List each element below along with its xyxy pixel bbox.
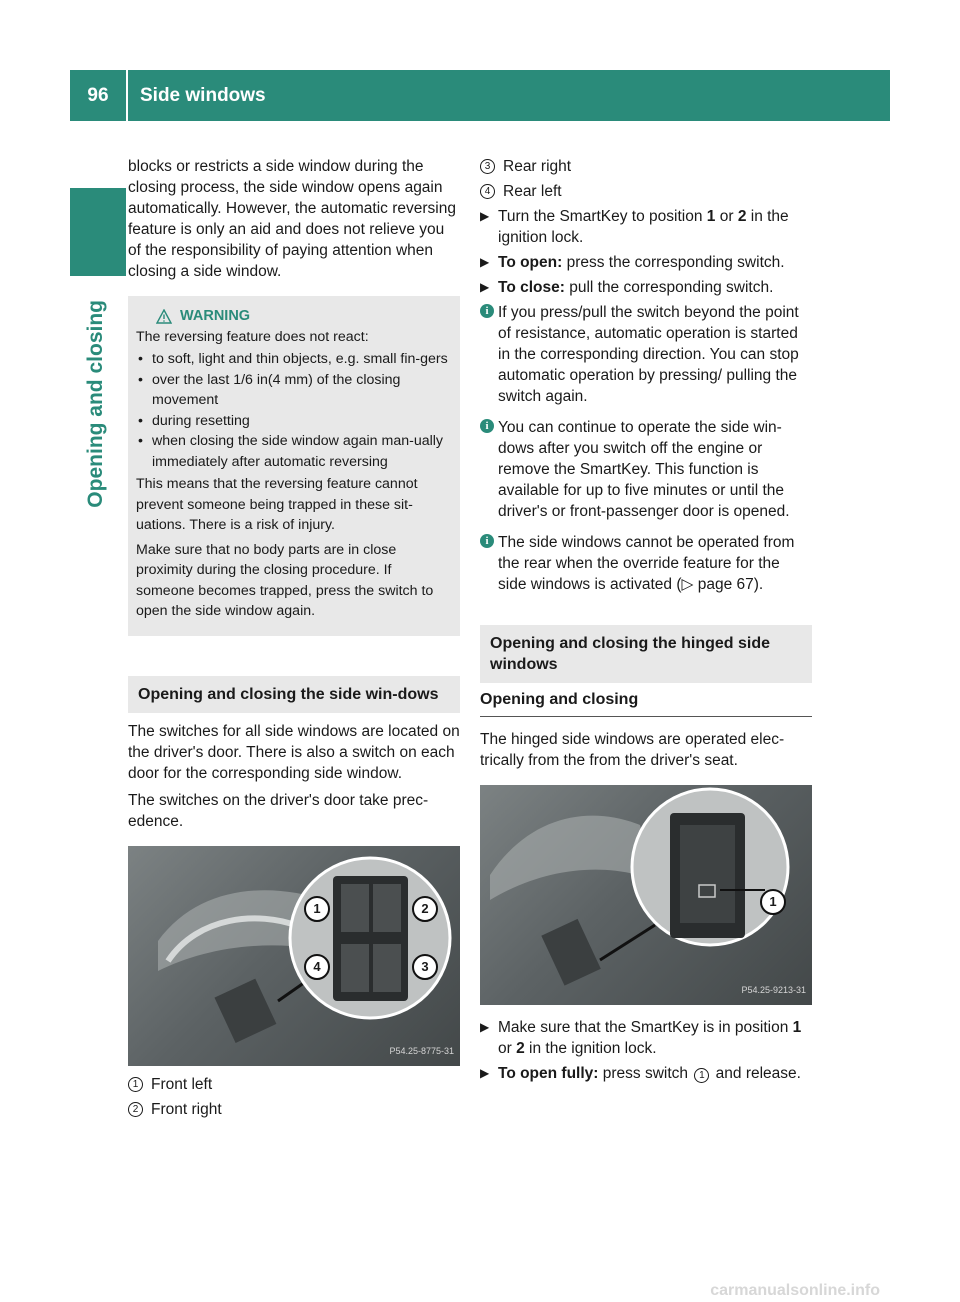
image-code: P54.25-9213-31 xyxy=(741,985,806,995)
hinged-window-switch-photo xyxy=(480,785,812,1005)
left-column xyxy=(128,156,460,1120)
intro-paragraph: blocks or restricts a side window during the closing process, the side window opens again automatically. However, the automatic reversing feature is only an aid and does not relieve you of the responsibility of paying attention when closing a side window. xyxy=(128,158,456,280)
section-heading: Opening and closing the hinged side windows xyxy=(480,625,812,683)
legend-number: 4 xyxy=(480,184,495,199)
watermark: carmanualsonline.info xyxy=(710,1282,880,1299)
legend-item: 4 Rear left xyxy=(480,181,812,202)
legend-number: 1 xyxy=(128,1077,143,1092)
callout-4: 4 xyxy=(304,954,330,980)
callout-3: 3 xyxy=(412,954,438,980)
page-title: Side windows xyxy=(140,84,266,106)
info-icon: i xyxy=(480,419,494,433)
legend-number: 2 xyxy=(128,1102,143,1117)
chapter-label: Opening and closing xyxy=(84,300,107,508)
inline-number: 1 xyxy=(694,1068,709,1083)
warning-triangle-icon xyxy=(156,309,172,324)
image-code: P54.25-8775-31 xyxy=(389,1045,454,1056)
subsection-heading: Opening and closing xyxy=(480,689,812,717)
body-paragraph: The switches on the driver's door take prec-edence. xyxy=(128,791,429,830)
info-note: i You can continue to operate the side win-dows after you switch off the engine or remove the SmartKey. This function is available for up to five minutes or until the driver's or front-passenger door is opened. xyxy=(480,417,812,522)
warning-text: This means that the reversing feature cannot prevent someone being trapped in these sit-uations. There is a risk of injury. xyxy=(136,476,418,533)
window-switches-photo xyxy=(128,846,460,1066)
sidebar-tab xyxy=(70,188,126,276)
list-item: • when closing the side window again man-ually immediately after automatic reversing xyxy=(136,431,452,472)
instruction-step: ▶ Make sure that the SmartKey is in position 1 or 2 in the ignition lock. xyxy=(480,1019,802,1057)
section-heading: Opening and closing the side win-dows xyxy=(128,676,460,713)
legend-item: 2 Front right xyxy=(128,1099,460,1120)
list-item: • to soft, light and thin objects, e.g. small fin-gers xyxy=(136,349,452,370)
step-arrow-icon: ▶ xyxy=(480,280,490,294)
list-item: • over the last 1/6 in(4 mm) of the closing movement xyxy=(136,370,452,411)
instruction-step: ▶ To close: pull the corresponding switch. xyxy=(480,279,774,296)
step-arrow-icon: ▶ xyxy=(480,255,490,269)
legend-number: 3 xyxy=(480,159,495,174)
warning-lead: The reversing feature does not react: xyxy=(136,328,369,345)
instruction-step: ▶ To open: press the corresponding switch. xyxy=(480,254,785,271)
step-arrow-icon: ▶ xyxy=(480,1066,490,1080)
page-number: 96 xyxy=(87,84,109,106)
body-paragraph: The switches for all side windows are located on the driver's door. There is also a switch on each door for the corresponding side window. xyxy=(128,722,460,782)
step-arrow-icon: ▶ xyxy=(480,209,490,223)
instruction-step: ▶ To open fully: press switch 1 and release. xyxy=(480,1065,801,1082)
legend-item: 3 Rear right xyxy=(480,156,812,177)
warning-box xyxy=(128,296,460,636)
warning-heading: WARNING xyxy=(136,306,452,327)
body-paragraph: The hinged side windows are operated elec-trically from the from the driver's seat. xyxy=(480,731,785,769)
warning-text: Make sure that no body parts are in close proximity during the closing procedure. If someone becomes trapped, press the switch to open the side window again. xyxy=(136,541,434,619)
info-note: i The side windows cannot be operated from the rear when the override feature for the side windows is activated (▷ page 67). xyxy=(480,532,812,595)
info-note: i If you press/pull the switch beyond the point of resistance, automatic operation is started in the corresponding direction. You can stop automatic operation by pressing/ pulling the switch again. xyxy=(480,302,812,407)
instruction-step: ▶ Turn the SmartKey to position 1 or 2 in the ignition lock. xyxy=(480,208,789,246)
header-divider xyxy=(126,70,128,121)
callout-2: 2 xyxy=(412,896,438,922)
step-arrow-icon: ▶ xyxy=(480,1020,490,1034)
legend-item: 1 Front left xyxy=(128,1074,460,1095)
info-icon: i xyxy=(480,534,494,548)
callout-1: 1 xyxy=(304,896,330,922)
info-icon: i xyxy=(480,304,494,318)
callout-1: 1 xyxy=(760,889,786,915)
page-header xyxy=(70,70,890,121)
list-item: • during resetting xyxy=(136,411,452,432)
warning-list xyxy=(136,349,452,472)
door-panel-illustration xyxy=(128,846,460,1066)
right-column xyxy=(480,156,812,1084)
